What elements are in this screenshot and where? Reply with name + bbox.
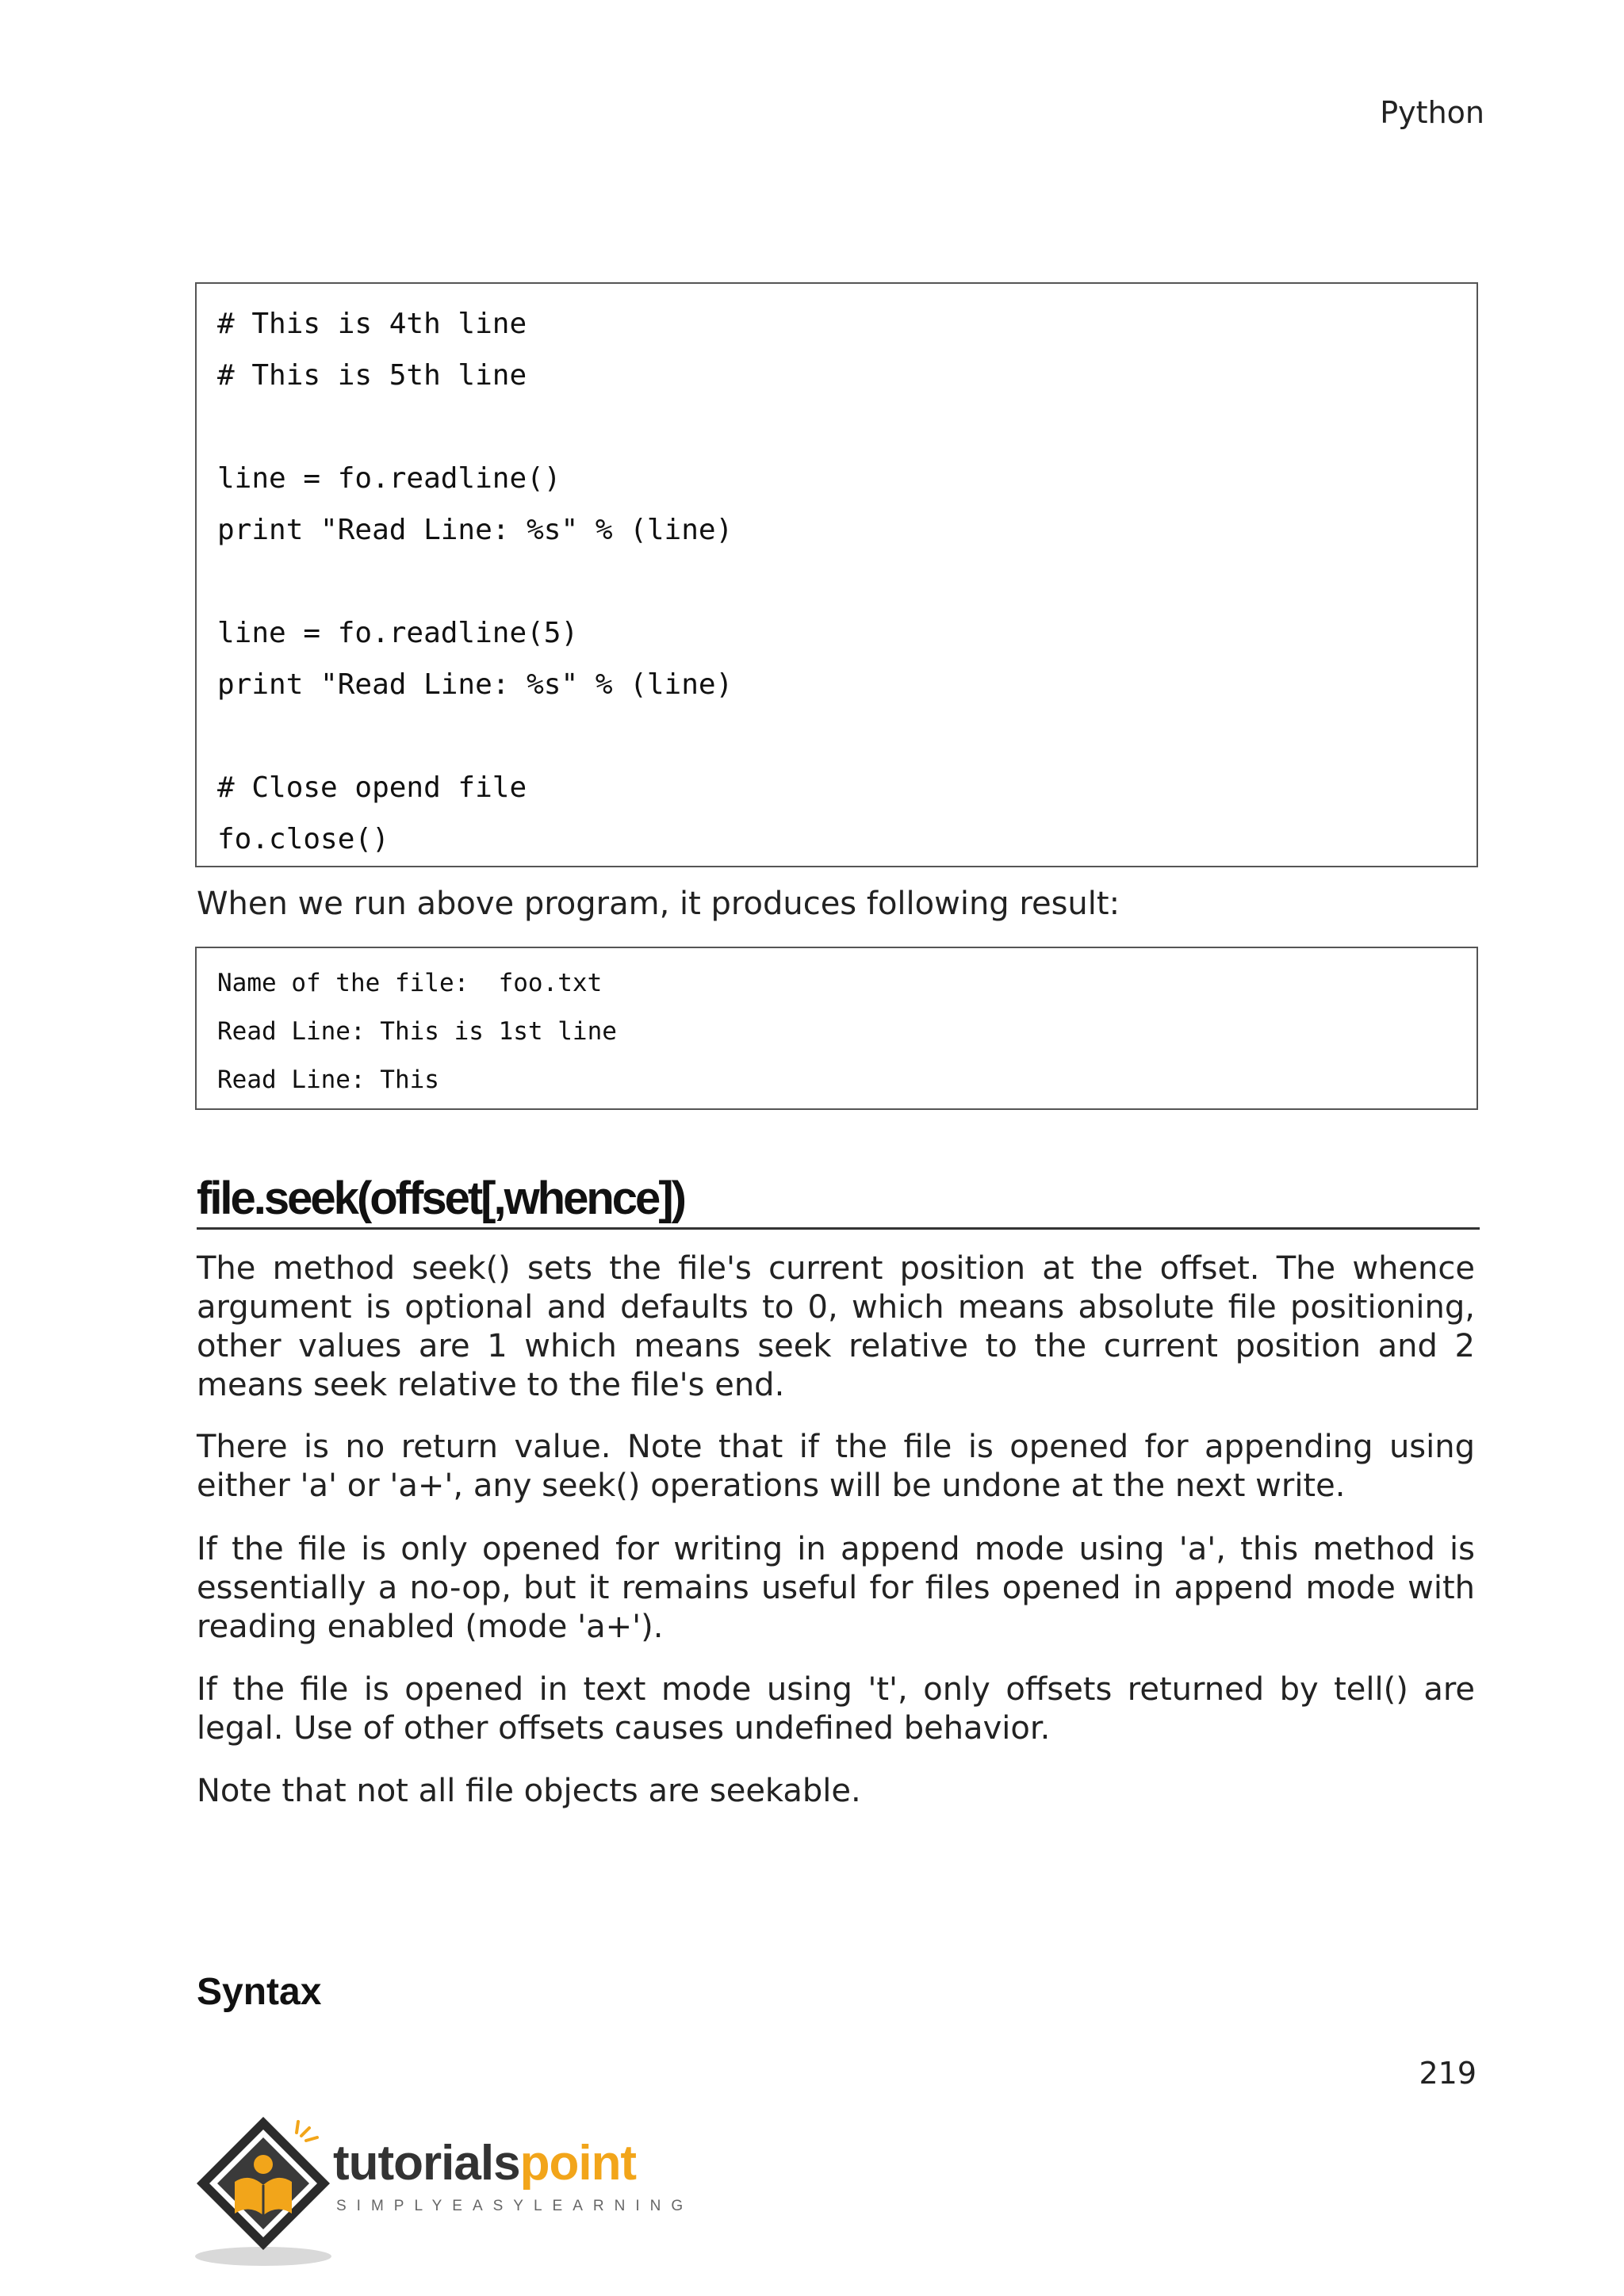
code-line: print "Read Line: %s" % (line)	[217, 668, 733, 701]
tutorialspoint-logo	[193, 2112, 694, 2271]
paragraph: There is no return value. Note that if the file is opened for appending using either 'a' or 'a+', any seek() operations will be undone at the next write.	[197, 1429, 1475, 1504]
code-line: line = fo.readline(5)	[217, 617, 579, 649]
logo-tagline: SIMPLYEASYLEARNING	[336, 2198, 694, 2214]
paragraph: If the file is opened in text mode using 't', only offsets returned by tell() are legal. Use of other offsets causes undefined behavior.	[197, 1671, 1475, 1747]
result-intro-text: When we run above program, it produces following result:	[197, 886, 1120, 922]
code-line: # This is 4th line	[217, 308, 527, 340]
output-line: Read Line: This	[217, 1066, 439, 1094]
code-line: line = fo.readline()	[217, 462, 561, 495]
code-line	[217, 710, 1477, 762]
output-line: Name of the file: foo.txt	[217, 969, 603, 997]
code-line: fo.close()	[217, 823, 389, 855]
code-line: # This is 5th line	[217, 359, 527, 392]
code-line: # Close opend file	[217, 771, 527, 804]
logo-word-tutorials: tutorials	[333, 2136, 520, 2191]
logo-emblem-icon	[193, 2112, 336, 2271]
paragraph: The method seek() sets the file's current position at the offset. The whence argument is optional and defaults to 0, which means absolute file positioning, other values are 1 which means seek relative to the current position and 2 means seek relative to the file's end.	[197, 1250, 1475, 1403]
paragraph: If the file is only opened for writing in append mode using 'a', this method is essentially a no-op, but it remains useful for files opened in append mode with reading enabled (mode 'a+').	[197, 1531, 1475, 1645]
output-block	[195, 947, 1478, 1110]
section-heading: file.seek(offset[,whence])	[197, 1170, 1480, 1230]
output-line: Read Line: This is 1st line	[217, 1017, 617, 1046]
code-line	[217, 556, 1477, 607]
syntax-heading: Syntax	[197, 1971, 322, 2013]
code-line: print "Read Line: %s" % (line)	[217, 514, 733, 546]
logo-word-point: point	[519, 2136, 637, 2191]
paragraph: Note that not all file objects are seekable.	[197, 1773, 861, 1809]
code-line	[217, 401, 1477, 453]
logo-wordmark	[333, 2136, 636, 2191]
code-block	[195, 282, 1478, 867]
page-number: 219	[1419, 2056, 1477, 2091]
page-header-title: Python	[1380, 95, 1484, 130]
